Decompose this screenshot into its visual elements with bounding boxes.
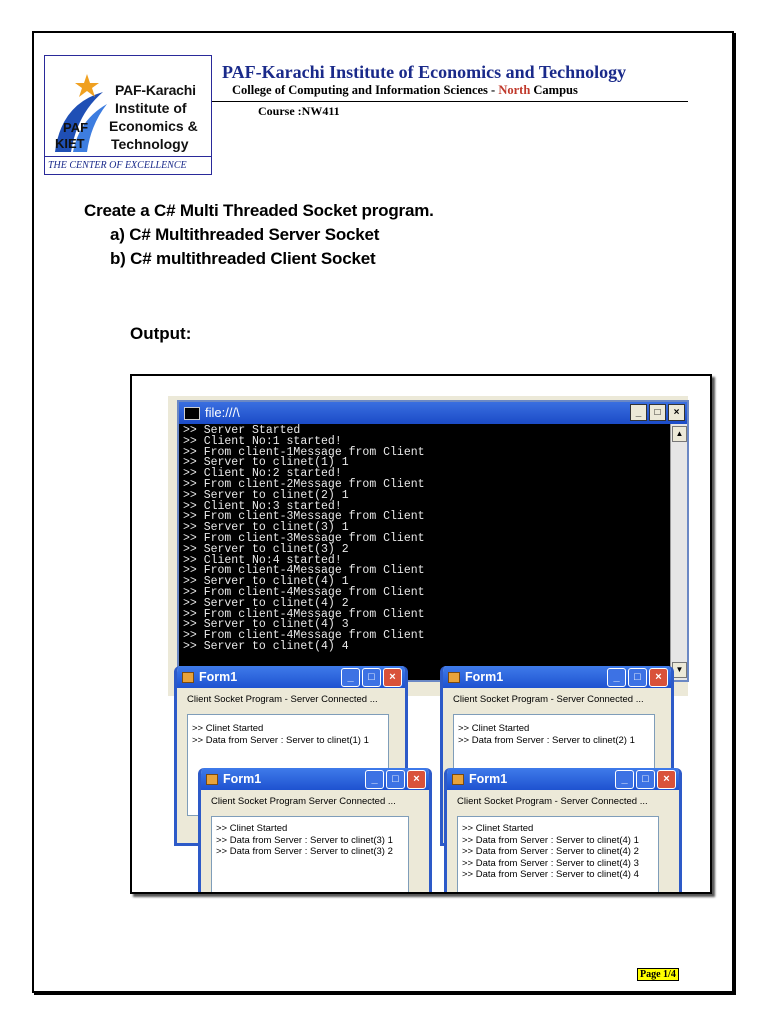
form-status-label: Client Socket Program - Server Connected ... [187,694,378,705]
console-line: >> From client-4Message from Client [183,564,425,578]
client-form-3 [198,768,432,894]
college-name [232,83,578,98]
minimize-button[interactable]: _ [615,770,634,789]
console-line: >> From client-4Message from Client [183,629,425,643]
form-line: >> Data from Server : Server to clinet(1) 1 [192,734,369,746]
form-line: >> Data from Server : Server to clinet(4) 3 [462,857,639,869]
console-line: >> Server Started [183,424,301,437]
console-line: >> Client No:3 started! [183,499,342,513]
maximize-button[interactable]: □ [628,668,647,687]
institute-logo [44,55,212,175]
form-titlebar [177,666,405,688]
close-button[interactable]: × [383,668,402,687]
maximize-button[interactable]: □ [649,404,666,421]
console-line: >> From client-1Message from Client [183,445,425,459]
console-line: >> Client No:4 started! [183,553,342,567]
minimize-button[interactable]: _ [341,668,360,687]
console-line: >> Client No:1 started! [183,434,342,448]
logo-tagline: THE CENTER OF EXCELLENCE [45,156,211,174]
course-code: Course :NW411 [258,104,340,118]
console-icon [184,407,200,420]
logo-paf: PAF [63,120,89,135]
minimize-button[interactable]: _ [365,770,384,789]
maximize-button[interactable]: □ [362,668,381,687]
console-line: >> Client No:2 started! [183,467,342,481]
college-north: North [498,83,531,97]
task-title: Create a C# Multi Threaded Socket program. [84,201,434,220]
console-line: >> From client-2Message from Client [183,477,425,491]
logo-line-4: Technology [111,136,189,152]
output-label: Output: [130,324,192,343]
form-title: Form1 [199,670,238,684]
console-title: file:///\ [205,405,240,420]
output-screenshot [130,374,712,894]
form-line: >> Clinet Started [462,823,534,834]
console-line: >> From client-4Message from Client [183,585,425,599]
logo-line-3: Economics & [109,118,198,134]
form-titlebar [443,666,671,688]
maximize-button[interactable]: □ [636,770,655,789]
console-titlebar [179,402,687,424]
form-line: >> Data from Server : Server to clinet(3) 1 [216,834,393,846]
form-line: >> Data from Server : Server to clinet(4) 2 [462,846,639,857]
form-titlebar [201,768,429,790]
form-status-label: Client Socket Program - Server Connected ... [453,694,644,705]
form-line: >> Data from Server : Server to clinet(4) 1 [462,834,639,846]
form-status-label: Client Socket Program - Server Connected ... [457,796,648,807]
form-line: >> Clinet Started [458,723,530,734]
task-item-b: b) C# multithreaded Client Socket [110,249,376,268]
console-line: >> Server to clinet(4) 2 [183,596,349,610]
college-prefix: College of Computing and Information Sciences - [232,83,499,97]
logo-line-1: PAF-Karachi [115,82,196,98]
form-status-label: Client Socket Program Server Connected ... [211,796,396,807]
form-title: Form1 [223,772,262,786]
console-line: >> Server to clinet(3) 2 [183,542,349,556]
page-number: Page 1/4 [637,968,679,981]
close-button[interactable]: × [407,770,426,789]
client-form-4 [444,768,682,894]
form-line: >> Data from Server : Server to clinet(2) 1 [458,734,635,746]
console-window [177,400,689,682]
console-line: >> Server to clinet(4) 1 [183,575,349,589]
console-line: >> From client-4Message from Client [183,607,425,621]
scroll-down-icon[interactable]: ▼ [672,662,687,678]
logo-kiet: KIET [55,136,85,151]
console-line: >> From client-3Message from Client [183,510,425,524]
console-scrollbar[interactable] [670,424,687,680]
form-icon [182,672,194,683]
logo-line-2: Institute of [115,100,187,116]
institute-name: PAF-Karachi Institute of Economics and Technology [222,62,627,82]
scroll-up-icon[interactable]: ▲ [672,426,687,442]
console-line: >> Server to clinet(2) 1 [183,488,349,502]
college-suffix: Campus [530,83,578,97]
form-line: >> Data from Server : Server to clinet(4) 4 [462,869,639,880]
form-icon [206,774,218,785]
form-title: Form1 [465,670,504,684]
console-line: >> From client-3Message from Client [183,531,425,545]
minimize-button[interactable]: _ [630,404,647,421]
task-item-a: a) C# Multithreaded Server Socket [110,225,380,244]
console-line: >> Server to clinet(4) 3 [183,618,349,632]
minimize-button[interactable]: _ [607,668,626,687]
form-icon [448,672,460,683]
form-title: Form1 [469,772,508,786]
console-line: >> Server to clinet(3) 1 [183,521,349,535]
close-button[interactable]: × [649,668,668,687]
form-line: >> Clinet Started [192,723,264,734]
form-output-box[interactable] [457,816,659,894]
console-line: >> Server to clinet(1) 1 [183,456,349,470]
console-output [183,426,669,680]
form-line: >> Clinet Started [216,823,288,834]
form-output-box[interactable] [211,816,409,894]
form-line: >> Data from Server : Server to clinet(3) 2 [216,846,393,857]
form-titlebar [447,768,679,790]
header-rule [212,101,688,102]
close-button[interactable]: × [657,770,676,789]
console-line: >> Server to clinet(4) 4 [183,639,349,653]
close-button[interactable]: × [668,404,685,421]
form-icon [452,774,464,785]
maximize-button[interactable]: □ [386,770,405,789]
